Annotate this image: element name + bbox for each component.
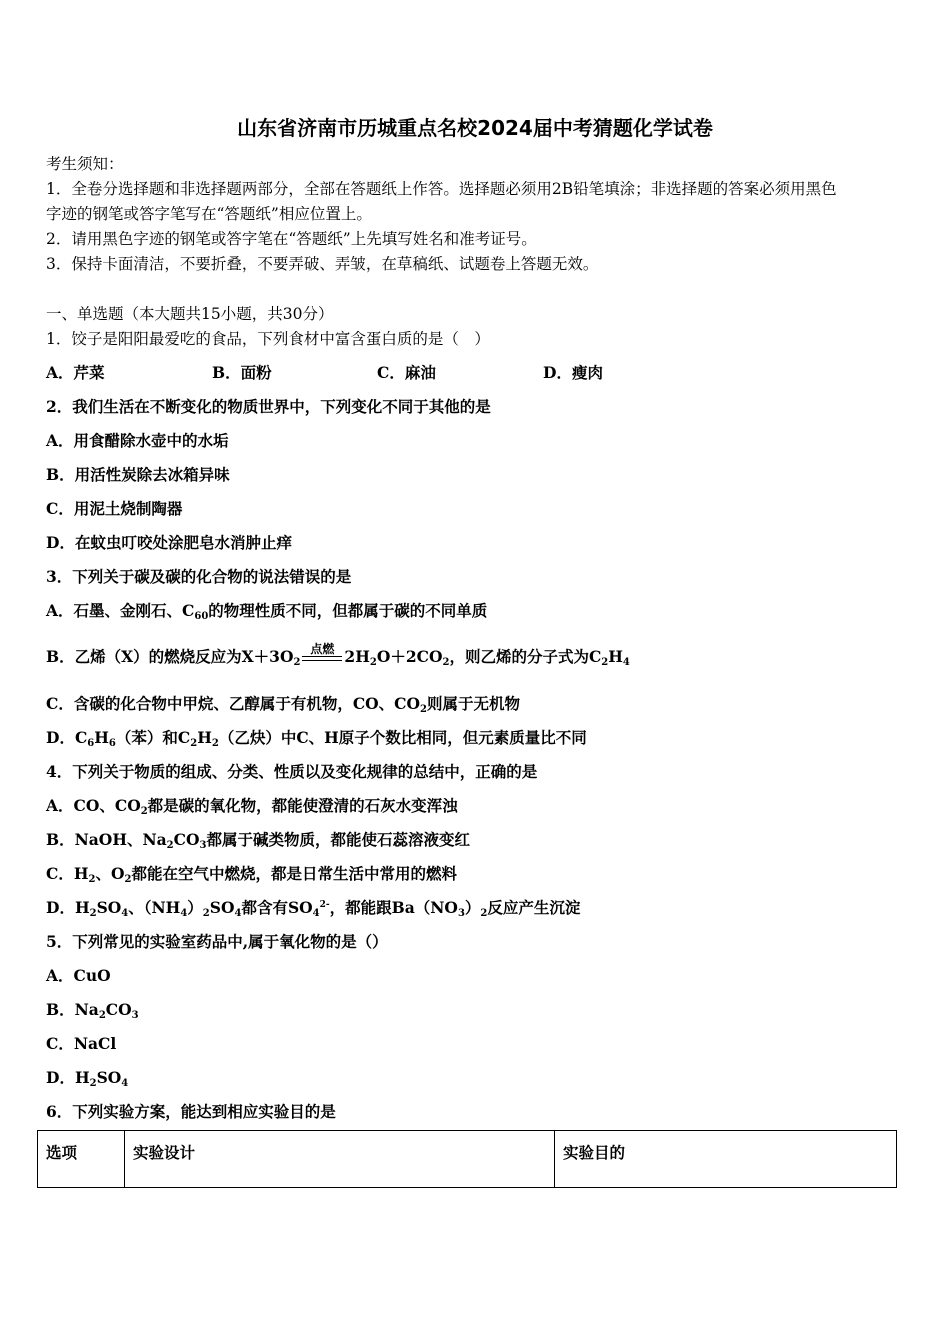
question-4-stem: 4．下列关于物质的组成、分类、性质以及变化规律的总结中，正确的是 — [46, 762, 538, 781]
q5-option-b: B．$Na_2CO_3$ — [46, 1000, 139, 1021]
q3-option-c: C．含碳的化合物中甲烷、乙醇属于有机物，CO、$CO_2$则属于无机物 — [46, 694, 520, 715]
q1-option-d: D．瘦肉 — [543, 363, 603, 382]
q1-option-b: B．面粉 — [212, 363, 272, 382]
q4-option-d: D．$H_2SO_4$、$(NH_4)_2SO_4$都含有$SO_4^{2-}$，都能跟$Ba(NO_3)_2$反应产生沉淀 — [46, 898, 581, 919]
notice-heading: 考生须知： — [46, 155, 124, 173]
q4-option-b: B．NaOH、$Na_2CO_3$都属于碱类物质，都能使石蕊溶液变红 — [46, 830, 470, 851]
table-header-purpose: 实验目的 — [555, 1131, 897, 1188]
notice-line-1: 1．全卷分选择题和非选择题两部分，全部在答题纸上作答。选择题必须用2B铅笔填涂；非选择题的答案必须用黑色 — [46, 180, 837, 198]
section-heading: 一、单选题（本大题共15小题，共30分） — [46, 305, 334, 323]
question-3-stem: 3．下列关于碳及碳的化合物的说法错误的是 — [46, 567, 352, 586]
question-5-stem: 5．下列常见的实验室药品中,属于氧化物的是（） — [46, 932, 388, 951]
q2-option-b: B．用活性炭除去冰箱异味 — [46, 465, 230, 484]
q3-option-b: B．乙烯（X）的燃烧反应为$X+3O_2$ 点燃 $2H_2O+2CO_2$，则乙烯的分子式为$C_2H_4$ — [46, 642, 630, 668]
q5-option-a: A．CuO — [46, 966, 111, 985]
table-header-design: 实验设计 — [125, 1131, 555, 1188]
notice-line-3: 2．请用黑色字迹的钢笔或答字笔在“答题纸”上先填写姓名和准考证号。 — [46, 230, 537, 248]
table-header-row — [38, 1131, 897, 1188]
question-1-stem: 1．饺子是阳阳最爱吃的食品，下列食材中富含蛋白质的是（ ） — [46, 330, 490, 348]
q2-option-c: C．用泥土烧制陶器 — [46, 499, 183, 518]
question-2-stem: 2．我们生活在不断变化的物质世界中，下列变化不同于其他的是 — [46, 397, 491, 416]
table-header-option: 选项 — [38, 1131, 125, 1188]
q1-option-c: C．麻油 — [377, 363, 436, 382]
q2-option-a: A．用食醋除水壶中的水垢 — [46, 431, 229, 450]
q3-option-a: A．石墨、金刚石、$C_{60}$的物理性质不同，但都属于碳的不同单质 — [46, 601, 488, 622]
q5-option-c: C．NaCl — [46, 1034, 117, 1053]
q2-option-d: D．在蚊虫叮咬处涂肥皂水消肿止痒 — [46, 533, 292, 552]
question-6-stem: 6．下列实验方案，能达到相应实验目的是 — [46, 1102, 336, 1121]
q1-option-a: A．芹菜 — [46, 363, 105, 382]
q3-option-d: D．$C_6H_6$（苯）和$C_2H_2$（乙炔）中C、H原子个数比相同，但元素质量比不同 — [46, 728, 587, 749]
experiment-table — [37, 1130, 897, 1188]
notice-line-2: 字迹的钢笔或答字笔写在“答题纸”相应位置上。 — [46, 205, 372, 223]
q4-option-a: A．CO、$CO_2$都是碳的氧化物，都能使澄清的石灰水变浑浊 — [46, 796, 458, 817]
q4-option-c: C．$H_2$、$O_2$都能在空气中燃烧，都是日常生活中常用的燃料 — [46, 864, 457, 885]
page-title: 山东省济南市历城重点名校2024届中考猜题化学试卷 — [237, 116, 713, 140]
notice-line-4: 3．保持卡面清洁，不要折叠，不要弄破、弄皱，在草稿纸、试题卷上答题无效。 — [46, 255, 599, 273]
q5-option-d: D．$H_2SO_4$ — [46, 1068, 129, 1089]
